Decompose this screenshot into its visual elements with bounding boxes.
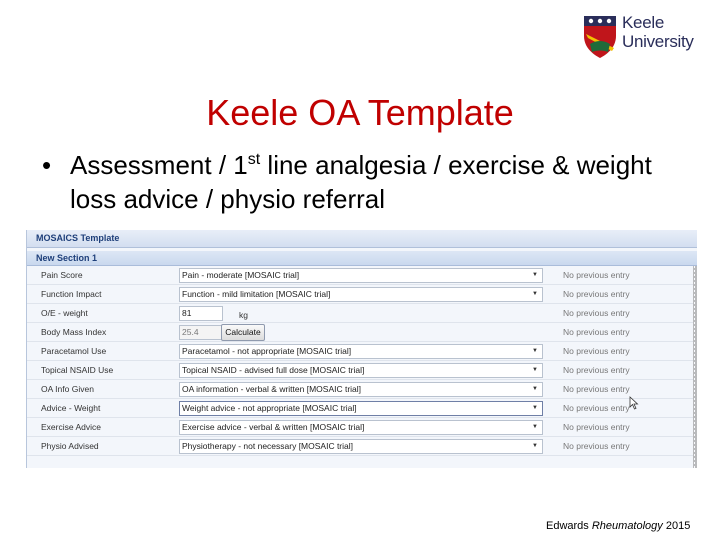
previous-entry-status: No previous entry xyxy=(563,365,630,375)
previous-entry-status: No previous entry xyxy=(563,289,630,299)
bullet-text-post: line analgesia / exercise & weight loss advice / physio referral xyxy=(70,150,652,214)
form-row-oa-info xyxy=(27,380,693,399)
row-label: O/E - weight xyxy=(41,308,88,318)
citation xyxy=(546,520,690,532)
dropdown-value: Exercise advice - verbal & written [MOSAIC trial] xyxy=(182,422,365,432)
logo-text-keele: Keele xyxy=(622,13,664,32)
form-row-topical-nsaid xyxy=(27,361,693,380)
previous-entry-status: No previous entry xyxy=(563,270,630,280)
previous-entry-status: No previous entry xyxy=(563,441,630,451)
form-row-bmi xyxy=(27,323,693,342)
dropdown-arrow-icon[interactable]: ▼ xyxy=(532,405,538,411)
form-row-paracetamol xyxy=(27,342,693,361)
weight-input[interactable]: 81 xyxy=(179,306,223,321)
citation-author: Edwards xyxy=(546,520,589,532)
form-row-advice-weight xyxy=(27,399,693,418)
previous-entry-status: No previous entry xyxy=(563,346,630,356)
previous-entry-status: No previous entry xyxy=(563,327,630,337)
paracetamol-dropdown[interactable] xyxy=(179,344,543,359)
slide-title: Keele OA Template xyxy=(206,92,514,133)
row-label: Body Mass Index xyxy=(41,327,107,337)
mouse-cursor-icon xyxy=(629,396,639,410)
university-logo xyxy=(582,14,706,64)
dropdown-value: Weight advice - not appropriate [MOSAIC trial] xyxy=(182,403,357,413)
physio-dropdown[interactable] xyxy=(179,439,543,454)
form-row-weight xyxy=(27,304,693,323)
row-label: Paracetamol Use xyxy=(41,346,107,356)
row-label: Function Impact xyxy=(41,289,102,299)
bullet-dot: • xyxy=(42,150,52,180)
previous-entry-status: No previous entry xyxy=(563,384,630,394)
form-row-pain-score xyxy=(27,266,693,285)
pain-score-dropdown[interactable] xyxy=(179,268,543,283)
dropdown-arrow-icon[interactable]: ▼ xyxy=(532,348,538,354)
bmi-field: 25.4 xyxy=(179,325,223,340)
template-window-title: MOSAICS Template xyxy=(27,230,697,248)
topical-nsaid-dropdown[interactable] xyxy=(179,363,543,378)
form-row-function-impact xyxy=(27,285,693,304)
dropdown-arrow-icon[interactable]: ▼ xyxy=(532,291,538,297)
scrollbar[interactable] xyxy=(693,266,697,468)
form-row-physio xyxy=(27,437,693,456)
dropdown-value: Pain - moderate [MOSAIC trial] xyxy=(182,270,300,280)
bullet-superscript: st xyxy=(247,151,261,168)
dropdown-value: Paracetamol - not appropriate [MOSAIC trial] xyxy=(182,346,352,356)
function-impact-dropdown[interactable] xyxy=(179,287,543,302)
row-label: OA Info Given xyxy=(41,384,94,394)
weight-unit: kg xyxy=(239,310,248,320)
template-screenshot xyxy=(26,230,697,468)
university-crest-icon xyxy=(582,14,618,60)
dropdown-arrow-icon[interactable]: ▼ xyxy=(532,386,538,392)
row-label: Exercise Advice xyxy=(41,422,101,432)
previous-entry-status: No previous entry xyxy=(563,308,630,318)
dropdown-arrow-icon[interactable]: ▼ xyxy=(532,424,538,430)
weight-advice-dropdown[interactable] xyxy=(179,401,543,416)
dropdown-arrow-icon[interactable]: ▼ xyxy=(532,272,538,278)
citation-journal: Rheumatology xyxy=(591,520,663,532)
row-label: Topical NSAID Use xyxy=(41,365,114,375)
bullet-text xyxy=(70,148,670,216)
dropdown-arrow-icon[interactable]: ▼ xyxy=(532,443,538,449)
citation-year: 2015 xyxy=(665,520,691,532)
row-label: Physio Advised xyxy=(41,441,99,451)
dropdown-value: Physiotherapy - not necessary [MOSAIC trial] xyxy=(182,441,354,451)
logo-text-university: University xyxy=(622,32,694,51)
exercise-advice-dropdown[interactable] xyxy=(179,420,543,435)
section-header[interactable]: New Section 1 xyxy=(27,251,697,266)
dropdown-value: Topical NSAID - advised full dose [MOSAIC trial] xyxy=(182,365,365,375)
oa-info-dropdown[interactable] xyxy=(179,382,543,397)
previous-entry-status: No previous entry xyxy=(563,403,630,413)
dropdown-arrow-icon[interactable]: ▼ xyxy=(532,367,538,373)
row-label: Pain Score xyxy=(41,270,83,280)
dropdown-value: Function - mild limitation [MOSAIC trial] xyxy=(182,289,331,299)
form-row-exercise-advice xyxy=(27,418,693,437)
row-label: Advice - Weight xyxy=(41,403,101,413)
previous-entry-status: No previous entry xyxy=(563,422,630,432)
bullet-text-pre: Assessment / 1 xyxy=(70,150,248,180)
dropdown-value: OA information - verbal & written [MOSAIC trial] xyxy=(182,384,362,394)
calculate-button[interactable]: Calculate xyxy=(221,324,265,341)
